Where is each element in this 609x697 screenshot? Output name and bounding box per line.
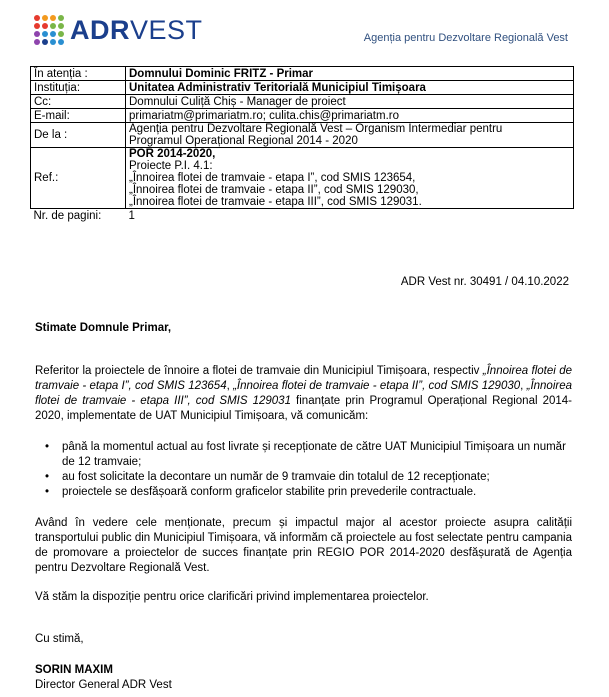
ref-value: [126, 148, 574, 209]
table-row: [31, 67, 574, 81]
from-line: Programul Operațional Regional 2014 - 2020: [129, 135, 358, 147]
list-item: • au fost solicitate la decontare un număr de 9 tramvaie din totalul de 12 recepționate;: [35, 470, 575, 485]
table-row: [31, 109, 574, 123]
cc-label: Cc:: [31, 95, 126, 109]
email-value: primariatm@primariatm.ro; culita.chis@primariatm.ro: [126, 109, 574, 123]
table-row: [31, 148, 574, 209]
signatory-title: Director General ADR Vest: [35, 679, 172, 691]
pages-label: Nr. de pagini:: [33, 209, 102, 222]
ref-line: Proiecte P.I. 4.1:: [129, 160, 213, 172]
logo-dots-icon: [34, 15, 64, 45]
ref-title: POR 2014-2020,: [129, 148, 216, 160]
list-item: • proiectele se desfășoară conform graficelor stabilite prin prevederile contractuale.: [35, 485, 575, 500]
adr-vest-logo: [34, 15, 203, 45]
table-row: [31, 209, 574, 223]
reference-number: ADR Vest nr. 30491 / 04.10.2022: [400, 276, 569, 288]
signatory-name: SORIN MAXIM: [35, 664, 113, 676]
table-row: [31, 81, 574, 95]
ref-line: „Înnoirea flotei de tramvaie - etapa III”, cod SMIS 129031.: [129, 196, 422, 208]
closing-regards: Cu stimă,: [35, 633, 84, 645]
bullet-list: [35, 440, 575, 500]
attention-label: În atenția :: [31, 67, 126, 81]
paragraph-promotion: Având în vedere cele menționate, precum și impactul major al acestor proiecte asupra calității transportului public din Municipiul Timișoara, vă informăm că proiectele au fost selectate pentru campania de promovare a proiectelor de succes finanțate prin REGIO POR 2014-2020 desfășurată de Agenția pentru Dezvoltare Regională Vest.: [35, 517, 572, 574]
cc-value: Domnului Culiță Chiș - Manager de proiect: [126, 95, 574, 109]
salutation: Stimate Domnule Primar,: [35, 322, 172, 334]
paragraph-intro: Referitor la proiectele de înnoire a flotei de tramvaie din Municipiul Timișoara, respectiv „Înnoirea flotei de tramvaie - etapa I”, cod SMIS 123654, „Înnoirea flotei de tramvaie - etapa II”, cod SMIS 129030, „Înnoirea flotei de tramvaie - etapa III”, cod SMIS 129031 finanțate prin Programul Operațional Regional 2014-2020, implementate de UAT Municipiul Timișoara, vă comunicăm:: [35, 365, 572, 422]
agency-header: Agenția pentru Dezvoltare Regională Vest: [363, 32, 568, 44]
ref-line: „Înnoirea flotei de tramvaie - etapa II”, cod SMIS 129030,: [129, 184, 419, 196]
info-table: [30, 66, 574, 222]
logo-text: ADRVEST: [70, 15, 203, 45]
institution-value: Unitatea Administrativ Teritorială Municipiul Timișoara: [126, 81, 574, 95]
from-line: Agenția pentru Dezvoltare Regională Vest – Organism Intermediar pentru: [129, 123, 503, 135]
table-row: [31, 123, 574, 148]
from-value: [126, 123, 574, 148]
email-label: E-mail:: [31, 109, 126, 123]
ref-label: Ref.:: [31, 148, 126, 209]
list-item: • până la momentul actual au fost livrate și recepționate de către UAT Municipiul Timișoara un număr de 12 tramvaie;: [35, 440, 575, 470]
from-label: De la :: [31, 123, 126, 148]
pages-value: 1: [128, 209, 135, 222]
attention-value: Domnului Dominic FRITZ - Primar: [126, 67, 574, 81]
table-row: [31, 95, 574, 109]
paragraph-availability: Vă stăm la dispoziție pentru orice clarificări privind implementarea proiectelor.: [35, 591, 429, 603]
institution-label: Instituția:: [31, 81, 126, 95]
ref-line: „Înnoirea flotei de tramvaie - etapa I”, cod SMIS 123654,: [129, 172, 416, 184]
